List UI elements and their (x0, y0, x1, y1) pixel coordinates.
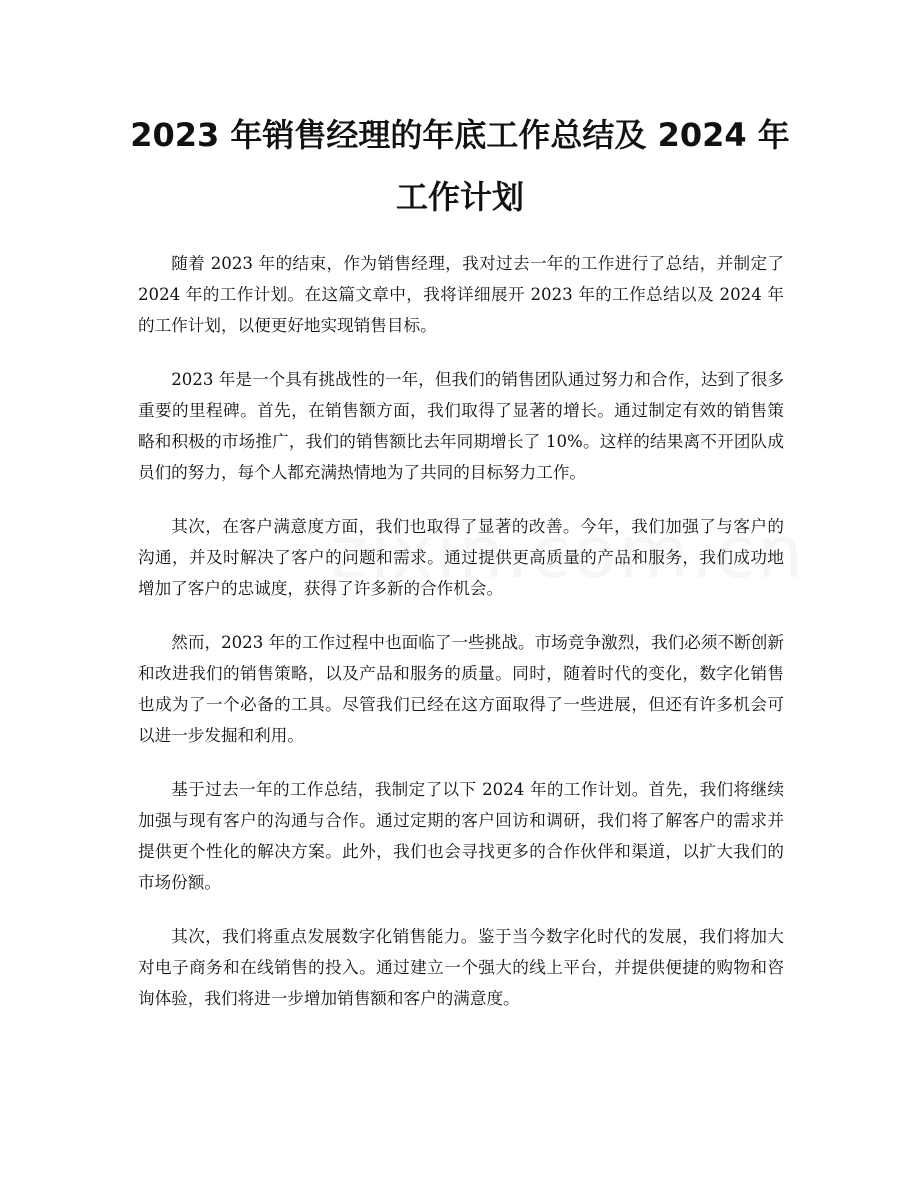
paragraph-intro: 随着 2023 年的结束，作为销售经理，我对过去一年的工作进行了总结，并制定了 2024 年的工作计划。在这篇文章中，我将详细展开 2023 年的工作总结以及 2024 年的工作计划，以便更好地实现销售目标。 (138, 254, 784, 335)
title-line-2: 工作计划 (395, 178, 524, 216)
document-body (138, 248, 784, 1037)
paragraph-customer-satisfaction: 其次，在客户满意度方面，我们也取得了显著的改善。今年，我们加强了与客户的沟通，并及时解决了客户的问题和需求。通过提供更高质量的产品和服务，我们成功地增加了客户的忠诚度，获得了许多新的合作机会。 (138, 517, 784, 598)
title-line-1: 2023 年销售经理的年底工作总结及 2024 年 (130, 116, 790, 154)
document-title (120, 104, 800, 228)
paragraph-digital-sales: 其次，我们将重点发展数字化销售能力。鉴于当今数字化时代的发展，我们将加大对电子商务和在线销售的投入。通过建立一个强大的线上平台，并提供便捷的购物和咨询体验，我们将进一步增加销售额和客户的满意度。 (138, 927, 784, 1008)
paragraph-2024-plan: 基于过去一年的工作总结，我制定了以下 2024 年的工作计划。首先，我们将继续加强与现有客户的沟通与合作。通过定期的客户回访和调研，我们将了解客户的需求并提供更个性化的解决方案。此外，我们也会寻找更多的合作伙伴和渠道，以扩大我们的市场份额。 (138, 780, 784, 892)
paragraph-challenges: 然而，2023 年的工作过程中也面临了一些挑战。市场竞争激烈，我们必须不断创新和改进我们的销售策略，以及产品和服务的质量。同时，随着时代的变化，数字化销售也成为了一个必备的工具。尽管我们已经在这方面取得了一些进展，但还有许多机会可以进一步发掘和利用。 (138, 633, 784, 745)
paragraph-2023-achievements: 2023 年是一个具有挑战性的一年，但我们的销售团队通过努力和合作，达到了很多重要的里程碑。首先，在销售额方面，我们取得了显著的增长。通过制定有效的销售策略和积极的市场推广，我们的销售额比去年同期增长了 10%。这样的结果离不开团队成员们的努力，每个人都充满热情地为了共同的目标努力工作。 (138, 370, 784, 482)
